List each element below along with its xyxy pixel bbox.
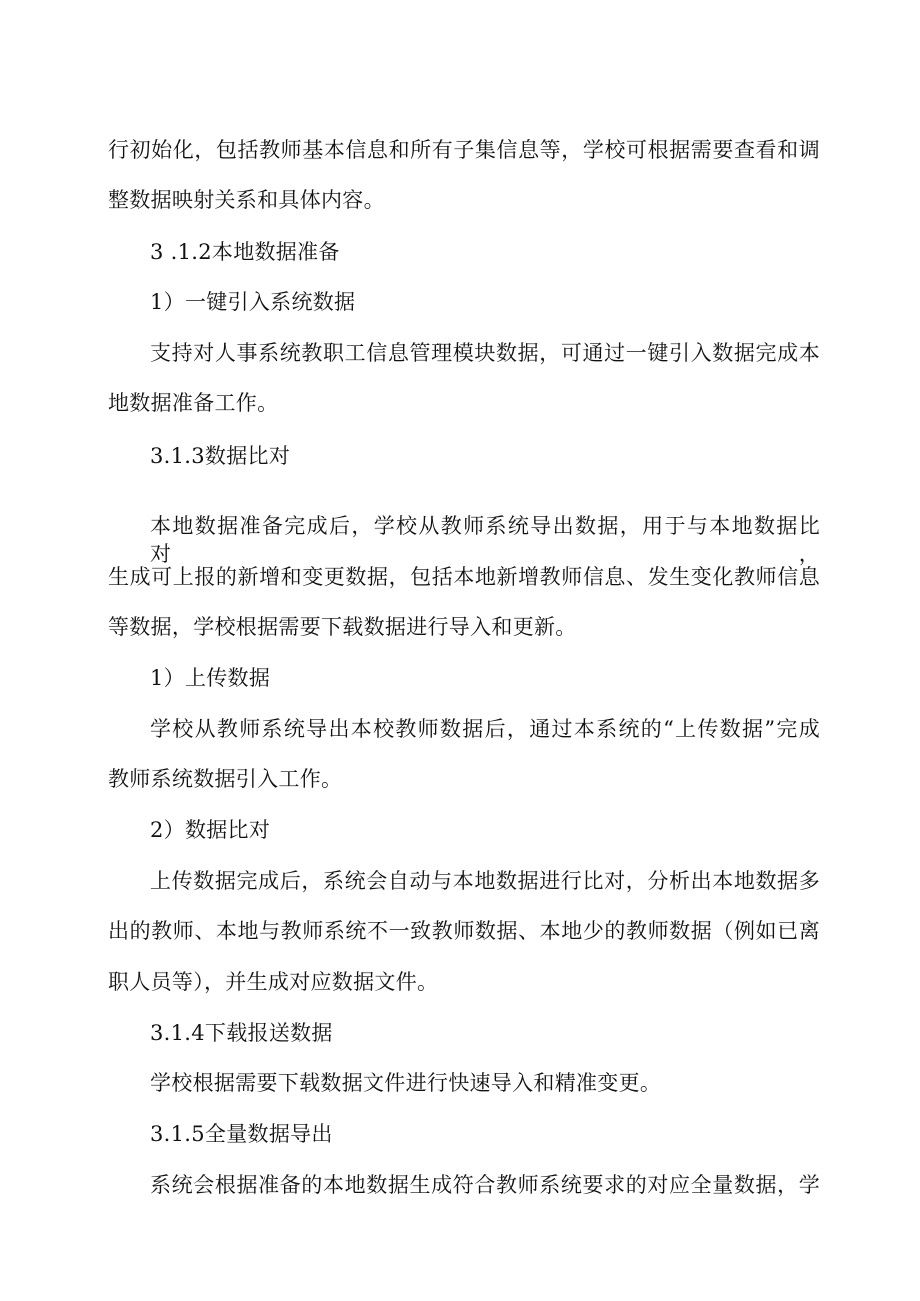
section-heading-3-1-3: 3.1.3数据比对 (150, 444, 291, 468)
paragraph-line: 地数据准备工作。 (108, 391, 279, 415)
paragraph-line: 本地数据准备完成后，学校从教师系统导出数据，用于与本地数据比对， (150, 514, 820, 566)
paragraph-line: 生成可上报的新增和变更数据，包括本地新增教师信息、发生变化教师信息 (108, 565, 820, 589)
paragraph-line: 行初始化，包括教师基本信息和所有子集信息等，学校可根据需要查看和调 (108, 138, 820, 162)
paragraph-line: 上传数据完成后，系统会自动与本地数据进行比对，分析出本地数据多 (150, 869, 820, 893)
paragraph-line: 等数据，学校根据需要下载数据进行导入和更新。 (108, 615, 577, 639)
paragraph-line: 职人员等），并生成对应数据文件。 (108, 970, 439, 994)
paragraph-line: 出的教师、本地与教师系统不一致教师数据、本地少的教师数据（例如已离 (108, 919, 820, 943)
paragraph-line: 学校从教师系统导出本校教师数据后，通过本系统的“上传数据”完成 (150, 717, 820, 741)
subheading-data-compare: 2）数据比对 (150, 818, 271, 842)
paragraph-line: 整数据映射关系和具体内容。 (108, 188, 385, 212)
paragraph-line: 系统会根据准备的本地数据生成符合教师系统要求的对应全量数据，学 (150, 1173, 820, 1197)
section-heading-3-1-5: 3.1.5全量数据导出 (150, 1122, 333, 1146)
section-heading-3-1-2: 3 .1.2本地数据准备 (150, 240, 340, 264)
subheading-one-click-import: 1）一键引入系统数据 (150, 290, 356, 314)
paragraph-line: 教师系统数据引入工作。 (108, 767, 343, 791)
section-heading-3-1-4: 3.1.4下载报送数据 (150, 1021, 333, 1045)
paragraph-line: 支持对人事系统教职工信息管理模块数据，可通过一键引入数据完成本 (150, 341, 820, 365)
paragraph-line: 学校根据需要下载数据文件进行快速导入和精准变更。 (150, 1071, 662, 1095)
subheading-upload-data: 1）上传数据 (150, 666, 271, 690)
